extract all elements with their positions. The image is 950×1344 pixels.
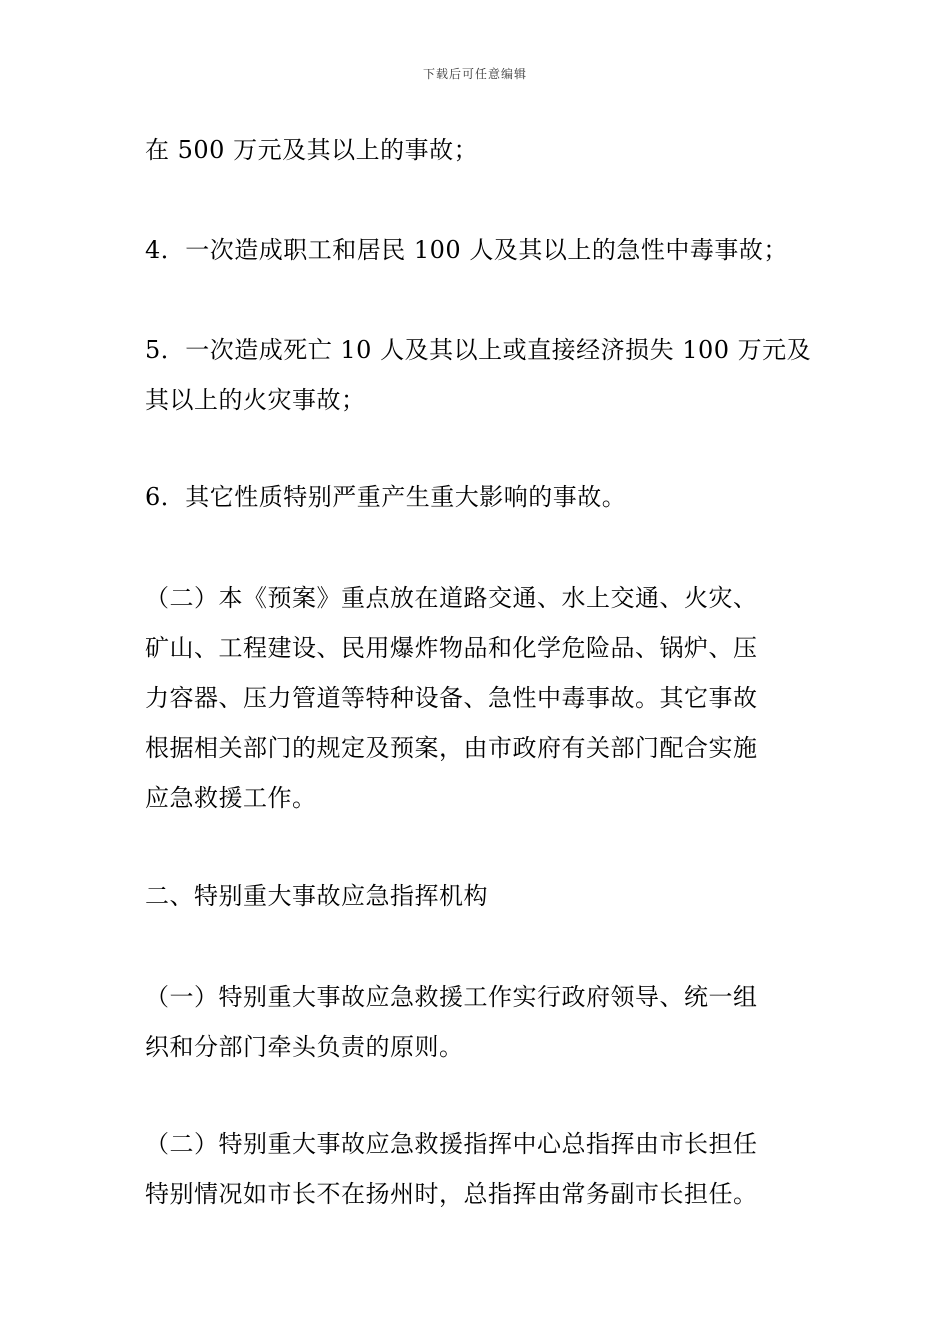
text-line: 特别情况如市长不在扬州时，总指挥由常务副市长担任。 [145, 1180, 758, 1208]
section-heading-2 [145, 871, 817, 921]
text-line: 织和分部门牵头负责的原则。 [145, 1033, 464, 1061]
paragraph-item-4 [145, 225, 817, 275]
paragraph-principle-1 [145, 972, 817, 1072]
paragraph-continuation [145, 125, 817, 175]
paragraph-item-5 [145, 325, 817, 425]
text-line: （二）特别重大事故应急救援指挥中心总指挥由市长担任 [145, 1130, 758, 1158]
text-line: 在 500 万元及其以上的事故； [145, 136, 479, 164]
paragraph-section-2 [145, 573, 817, 823]
text-line: 6．其它性质特别严重产生重大影响的事故。 [145, 483, 627, 511]
text-line: 力容器、压力管道等特种设备、急性中毒事故。其它事故 [145, 684, 758, 712]
text-line: （二）本《预案》重点放在道路交通、水上交通、火灾、 [145, 584, 758, 612]
text-line: 矿山、工程建设、民用爆炸物品和化学危险品、锅炉、压 [145, 634, 758, 662]
text-line: 二、特别重大事故应急指挥机构 [145, 882, 488, 910]
text-line: 根据相关部门的规定及预案，由市政府有关部门配合实施 [145, 734, 758, 762]
text-line: 4．一次造成职工和居民 100 人及其以上的急性中毒事故； [145, 236, 788, 264]
paragraph-principle-2 [145, 1119, 817, 1219]
text-line: 其以上的火灾事故； [145, 386, 366, 414]
text-line: 5．一次造成死亡 10 人及其以上或直接经济损失 100 万元及 [145, 336, 812, 364]
paragraph-item-6 [145, 472, 817, 522]
text-line: （一）特别重大事故应急救援工作实行政府领导、统一组 [145, 983, 758, 1011]
page-header: 下载后可任意编辑 [422, 67, 527, 81]
text-line: 应急救援工作。 [145, 784, 317, 812]
